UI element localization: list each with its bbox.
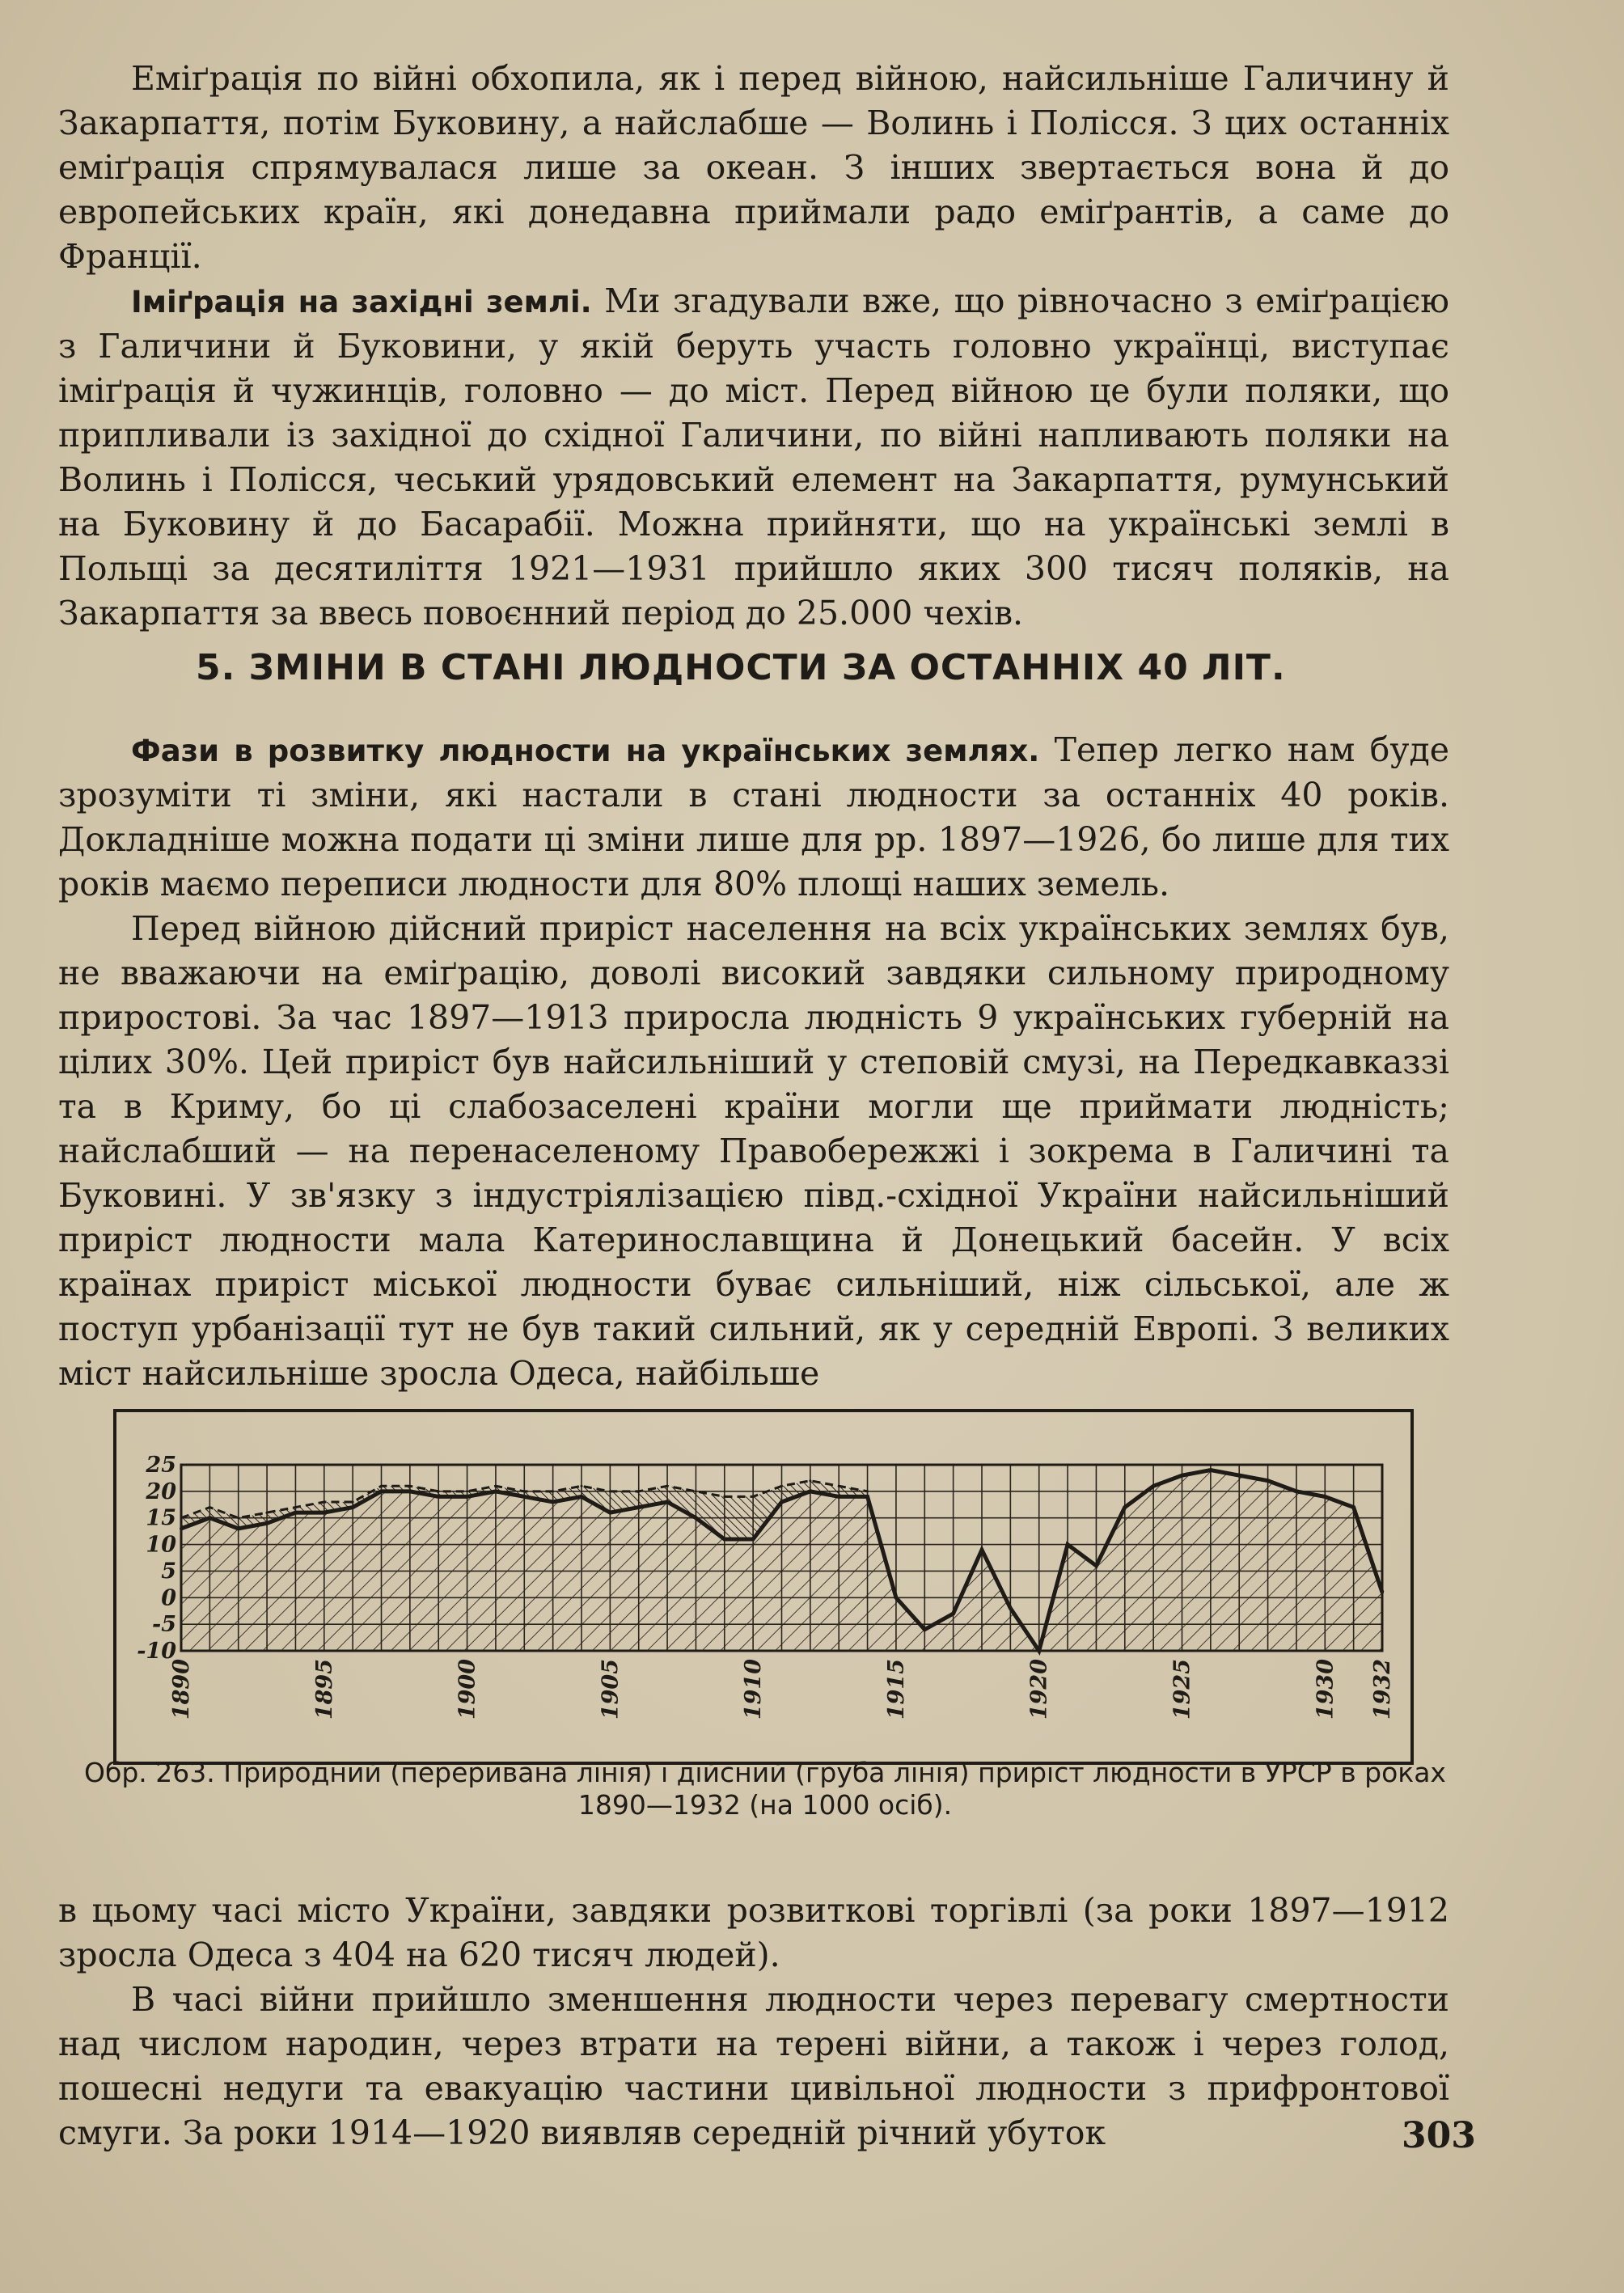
series-actual-point: [1066, 1543, 1069, 1546]
paragraph-prewar: Перед війною дійсний приріст населення на всіх українських землях був, не вважаючи на еміґрацію, доволі високий завдяки сильному природному приростові. За час 1897—1913 приросла людність 9 українських губерній на цілих 30%. Цей приріст був найсильніший у степовій смузі, на Передкавказзі та в Криму, бо ці слабозаселені країни могли ще приймати людність; найслабший — на перенаселеному Правобережжі і зокрема в Галичині та Буковині. У зв'язку з індустріялізацією півд.-східної України найсильніший приріст людности мала Катеринославщина й Донецький басейн. У всіх країнах приріст міської людности буває сильніший, ніж сільської, але ж поступ урбанізації тут не був такий сильний, як у середній Европі. З великих міст найсильніше зросла Одеса, найбільше: [58, 909, 1449, 1393]
x-tick-label: 1895: [311, 1659, 337, 1720]
series-natural-point: [666, 1485, 669, 1487]
series-actual-point: [180, 1527, 183, 1530]
x-tick-label: 1910: [741, 1659, 767, 1720]
series-actual-point: [866, 1495, 869, 1498]
body-text-top: [58, 57, 1449, 636]
series-actual-point: [522, 1495, 526, 1498]
series-actual-point: [580, 1495, 583, 1498]
series-actual-point: [380, 1490, 383, 1493]
series-actual-point: [294, 1511, 297, 1514]
series-natural-point: [609, 1490, 611, 1492]
series-actual-point: [809, 1490, 812, 1493]
y-tick-label: 15: [146, 1505, 176, 1531]
x-tick-label: 1932: [1370, 1659, 1395, 1720]
series-natural-point: [552, 1490, 554, 1492]
runin-heading-immigration: Іміґрація на західні землі.: [131, 285, 592, 319]
series-natural-point: [494, 1485, 497, 1487]
series-actual-point: [1094, 1564, 1097, 1567]
paragraph-phases: [58, 728, 1449, 907]
y-tick-label: 5: [161, 1559, 176, 1584]
series-natural-point: [408, 1485, 411, 1487]
series-natural-point: [866, 1490, 869, 1492]
series-actual-point: [208, 1517, 211, 1520]
paragraph-emigration: Еміґрація по війні обхопила, як і перед війною, найсильніше Галичину й Закарпаття, потім Буковину, а найслабше — Волинь і Полісся. З цих останніх еміґрація спрямувалася лише за океан. З інших звертається вона й до европейських країн, які донедавна приймали радо еміґрантів, а саме до Франції.: [58, 59, 1449, 276]
y-tick-label: 20: [146, 1479, 176, 1504]
series-natural-point: [266, 1512, 269, 1514]
series-actual-point: [952, 1612, 955, 1615]
series-natural-point: [723, 1496, 725, 1498]
series-natural-point: [637, 1490, 640, 1492]
series-actual-point: [466, 1495, 469, 1498]
figure-caption: Обр. 263. Природний (переривана лінія) і дійсний (груба лінія) приріст людности в УРСР в роках 1890—1932 (на 1000 осіб).: [84, 1757, 1446, 1821]
series-actual-point: [751, 1538, 755, 1541]
series-actual-point: [1152, 1484, 1155, 1487]
paragraph-immigration: [58, 279, 1449, 636]
series-actual-point: [237, 1527, 240, 1530]
x-axis-labels: [169, 1659, 1395, 1720]
series-actual-point: [608, 1511, 611, 1514]
series-actual-point: [1009, 1606, 1012, 1610]
series-natural-point: [581, 1485, 583, 1487]
series-actual-point: [552, 1500, 555, 1504]
series-actual-point: [494, 1490, 497, 1493]
series-natural-point: [294, 1506, 297, 1508]
page-number: 303: [1402, 2115, 1476, 2156]
series-actual-point: [1381, 1591, 1384, 1594]
series-actual-point: [351, 1506, 354, 1509]
paragraph-continued: в цьому часі місто України, завдяки розвиткові торгівлі (за роки 1897—1912 зросла Одеса з 404 на 620 тисяч людей).: [58, 1891, 1449, 1974]
series-actual-point: [265, 1521, 269, 1525]
x-tick-label: 1915: [883, 1659, 909, 1720]
runin-heading-phases: Фази в розвитку людности на українських землях.: [131, 734, 1040, 768]
series-actual-point: [1352, 1506, 1355, 1509]
section-heading: 5. ЗМІНИ В СТАНІ ЛЮДНОСТИ ЗА ОСТАННІХ 40 ЛІТ.: [196, 647, 1286, 688]
series-natural-point: [352, 1501, 354, 1504]
x-tick-label: 1920: [1026, 1659, 1052, 1720]
population-growth-chart: [116, 1412, 1410, 1762]
body-text-bottom: [58, 1889, 1449, 2156]
series-natural-point: [180, 1517, 183, 1519]
series-natural-point: [752, 1496, 755, 1498]
series-natural-point: [838, 1485, 840, 1487]
paragraph-immigration-text: Ми згадували вже, що рівночасно з еміґрацією з Галичини й Буковини, у якій беруть участь головно українці, виступає іміґрація й чужинців, головно — до міст. Перед війною це були поляки, що припливали із західної до східної Галичини, по війні напливають поляки на Волинь і Полісся, чеський урядовський елемент на Закарпаття, румунський на Буковину й до Басарабії. Можна прийняти, що на українські землі в Польщі за десятиліття 1921—1931 прийшло яких 300 тисяч поляків, на Закарпаття за ввесь повоєнний період до 25.000 чехів.: [58, 281, 1449, 632]
series-natural-point: [523, 1490, 526, 1492]
series-actual-point: [1323, 1495, 1326, 1498]
series-natural-point: [809, 1479, 811, 1482]
x-tick-label: 1925: [1169, 1659, 1195, 1720]
series-actual-point: [666, 1500, 669, 1504]
series-actual-point: [1209, 1469, 1212, 1472]
x-tick-label: 1900: [455, 1659, 480, 1720]
series-natural-point: [438, 1490, 440, 1492]
series-actual-point: [1295, 1490, 1298, 1493]
series-actual-point: [694, 1517, 697, 1520]
series-actual-point: [1237, 1474, 1241, 1477]
series-actual-point: [323, 1511, 326, 1514]
body-text-middle: [58, 728, 1449, 1396]
y-tick-label: 10: [146, 1532, 176, 1558]
series-actual-point: [437, 1495, 440, 1498]
series-actual-point: [1267, 1479, 1270, 1483]
series-natural-point: [695, 1490, 697, 1492]
figure-263: [113, 1409, 1414, 1765]
y-axis-labels: [137, 1453, 176, 1664]
series-natural-point: [237, 1517, 239, 1519]
series-actual-point: [723, 1538, 726, 1541]
y-tick-label: 25: [146, 1453, 176, 1478]
paragraph-phases-text: Тепер легко нам буде зрозуміти ті зміни, які настали в стані людности за останніх 40 років. Докладніше можна подати ці зміни лише для рр. 1897—1926, бо лише для тих років маємо переписи людности для 80% площі наших земель.: [58, 730, 1449, 903]
series-natural-point: [380, 1485, 383, 1487]
paragraph-war: В часі війни прийшло зменшення людности через перевагу смертности над числом народин, через втрати на терені війни, а також і через голод, пошесні недуги та евакуацію частини цивільної людности з прифронтової смуги. За роки 1914—1920 виявляв середній річний убуток: [58, 1980, 1449, 2152]
x-tick-label: 1890: [169, 1659, 194, 1720]
series-actual-point: [894, 1596, 898, 1599]
series-actual-point: [780, 1500, 784, 1504]
y-tick-label: -5: [152, 1612, 176, 1638]
series-actual-point: [1038, 1649, 1041, 1652]
series-actual-point: [1181, 1474, 1184, 1477]
x-tick-label: 1930: [1313, 1659, 1339, 1720]
series-actual-point: [637, 1506, 641, 1509]
series-actual-point: [408, 1490, 412, 1493]
series-natural-point: [466, 1490, 468, 1492]
series-actual-point: [837, 1495, 840, 1498]
series-actual-point: [923, 1628, 926, 1631]
series-natural-point: [323, 1501, 325, 1504]
series-natural-point: [209, 1506, 211, 1508]
series-natural-point: [780, 1485, 783, 1487]
x-tick-label: 1905: [598, 1659, 624, 1720]
series-actual-point: [1123, 1506, 1127, 1509]
y-tick-label: -10: [137, 1639, 176, 1664]
y-tick-label: 0: [161, 1585, 176, 1611]
series-actual-point: [980, 1548, 983, 1551]
